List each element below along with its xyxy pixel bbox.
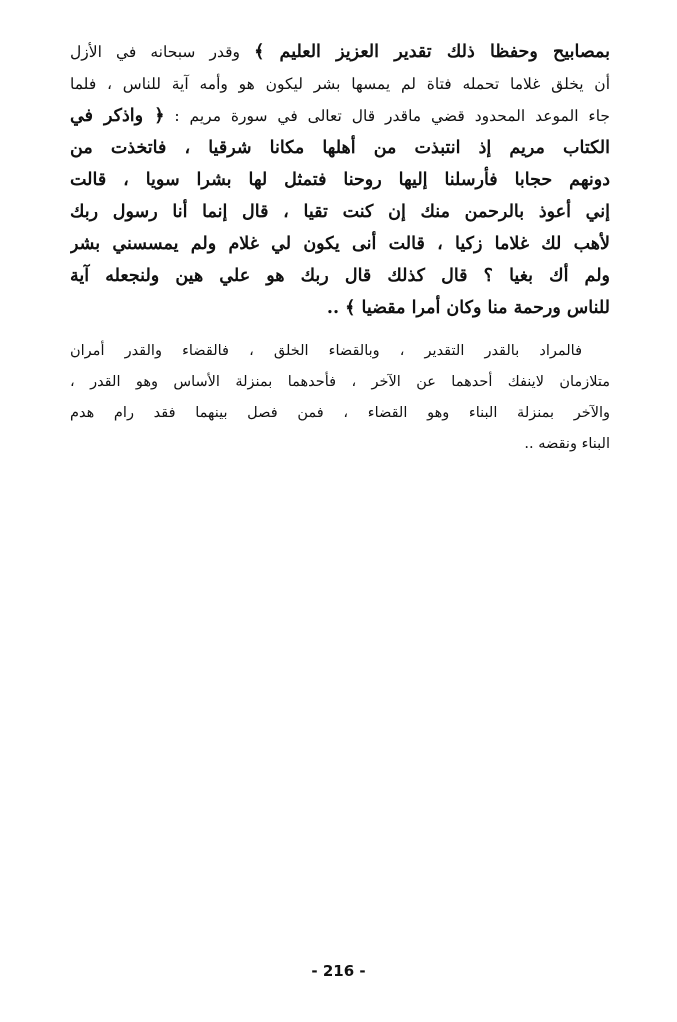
- text-line: البناء ونقضه ..: [524, 436, 610, 452]
- text-line: [70, 36, 610, 68]
- paragraph-explanation: [70, 336, 610, 460]
- page-number: - 216 -: [311, 962, 366, 980]
- commentary-text: جاء الموعد المحدود قضي ماقدر قال تعالى في سورة مريم :: [164, 107, 610, 125]
- quran-verse-text: ﴿ واذكر في: [70, 106, 165, 126]
- quran-verse-line: للناس ورحمة منا وكان أمرا مقضيا ﴾ ..: [326, 298, 610, 318]
- quran-verse-line: الكتاب مريم إذ انتبذت من أهلها مكانا شرقيا ، فاتخذت من: [70, 138, 610, 158]
- text-line: متلازمان لاينفك أحدهما عن الآخر ، فأحدهما بمنزلة الأساس وهو القدر ،: [70, 374, 610, 390]
- page-body: [70, 36, 610, 460]
- quran-verse-text: بمصابيح وحفظا ذلك تقدير العزيز العليم ﴾: [254, 42, 610, 62]
- text-line: [70, 100, 610, 132]
- quran-verse-line: دونهم حجابا فأرسلنا إليها روحنا فتمثل لها بشرا سويا ، قالت: [70, 170, 610, 190]
- quran-verse-line: إني أعوذ بالرحمن منك إن كنت تقيا ، قال إنما أنا رسول ربك: [70, 202, 610, 222]
- quran-verse-line: ولم أك بغيا ؟ قال كذلك قال ربك هو علي هين ولنجعله آية: [70, 266, 610, 286]
- text-line: فالمراد بالقدر التقدير ، وبالقضاء الخلق ، فالقضاء والقدر أمران: [70, 343, 582, 359]
- paragraph-quran-quote: [70, 36, 610, 324]
- quran-verse-line: لأهب لك غلاما زكيا ، قالت أنى يكون لي غلام ولم يمسسني بشر: [70, 234, 610, 254]
- text-line: أن يخلق غلاما تحمله فتاة لم يمسها بشر ليكون هو وأمه آية للناس ، فلما: [70, 75, 610, 93]
- commentary-text: وقدر سبحانه في الأزل: [70, 43, 255, 61]
- text-line: والآخر بمنزلة البناء وهو القضاء ، فمن فصل بينهما فقد رام هدم: [70, 405, 610, 421]
